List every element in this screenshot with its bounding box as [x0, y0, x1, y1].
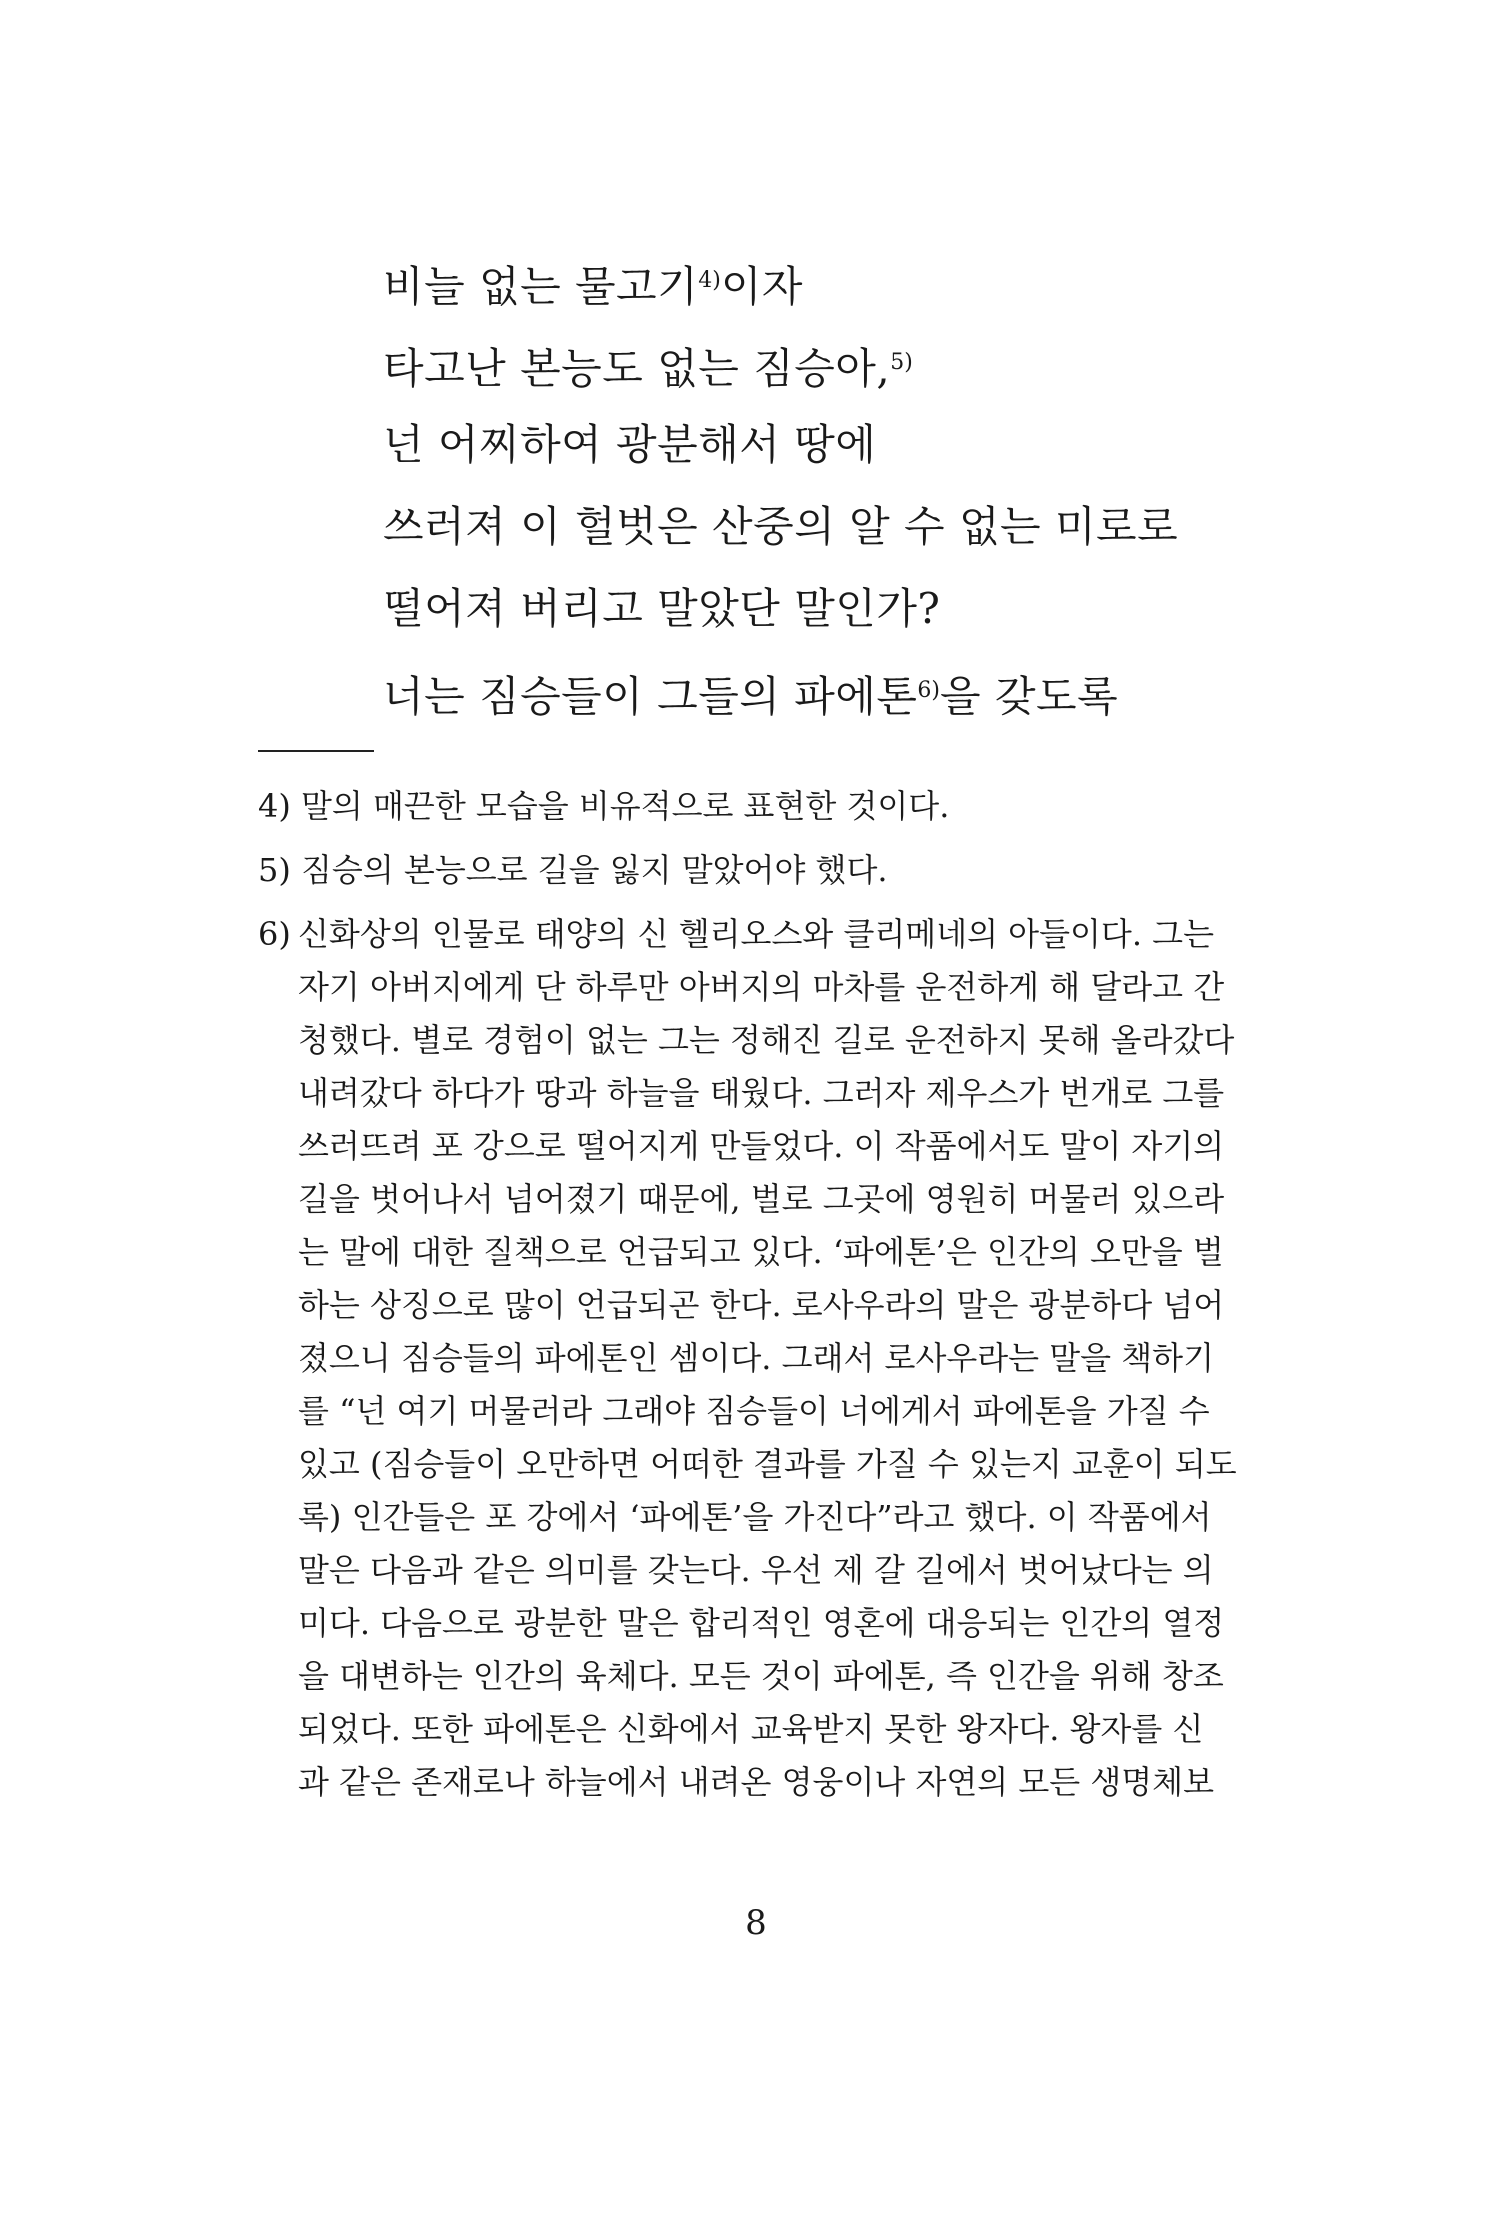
poem-line [383, 568, 1383, 650]
footnote-line: 되었다. 또한 파에톤은 신화에서 교육받지 못한 왕자다. 왕자를 신 [298, 1710, 1204, 1748]
poem-line-text: 타고난 본능도 없는 짐승아, [383, 344, 891, 393]
footnote-ref-6: 6) [917, 678, 941, 703]
footnote-line: 길을 벗어나서 넘어졌기 때문에, 벌로 그곳에 영원히 머물러 있으라 [298, 1180, 1225, 1218]
footnote-line: 과 같은 존재로나 하늘에서 내려온 영웅이나 자연의 모든 생명체보 [298, 1763, 1215, 1801]
footnote-line: 하는 상징으로 많이 언급되곤 한다. 로사우라의 말은 광분하다 넘어 [298, 1286, 1225, 1324]
footnote-line: 록) 인간들은 포 강에서 ‘파에톤’을 가진다”라고 했다. 이 작품에서 [298, 1498, 1212, 1536]
footnote-line: 말은 다음과 같은 의미를 갖는다. 우선 제 갈 길에서 벗어났다는 의 [298, 1551, 1214, 1589]
poem-line-text: 쓰러져 이 헐벗은 산중의 알 수 없는 미로로 [383, 502, 1179, 551]
poem-line [383, 240, 1383, 322]
footnote-ref-5: 5) [890, 350, 913, 375]
footnote-line: 는 말에 대한 질책으로 언급되고 있다. ‘파에톤’은 인간의 오만을 벌 [298, 1233, 1224, 1271]
footnote-line: 를 “넌 여기 머물러라 그래야 짐승들이 너에게서 파에톤을 가질 수 [298, 1392, 1210, 1430]
footnote-line: 청했다. 별로 경험이 없는 그는 정해진 길로 운전하지 못해 올라갔다 [298, 1021, 1235, 1059]
poem-line [383, 322, 1383, 404]
poem-stanza [383, 240, 1383, 732]
poem-line-text-after: 을 갖도록 [940, 672, 1119, 721]
footnote-line: 졌으니 짐승들의 파에톤인 셈이다. 그래서 로사우라는 말을 책하기 [298, 1339, 1215, 1377]
footnote-line: 신화상의 인물로 태양의 신 헬리오스와 클리메네의 아들이다. 그는 [298, 915, 1215, 953]
footnote-5: 5) 짐승의 본능으로 길을 잃지 말았어야 했다. [258, 851, 888, 889]
poem-line-text: 너는 짐승들이 그들의 파에톤 [383, 672, 918, 721]
poem-line [383, 650, 1383, 732]
footnote-separator [258, 750, 374, 752]
footnote-6-number: 6) [258, 915, 291, 953]
poem-line-text: 떨어져 버리고 말았단 말인가? [383, 584, 941, 633]
poem-line-text: 비늘 없는 물고기 [383, 262, 699, 311]
footnote-6 [258, 908, 1237, 1809]
footnote-line: 을 대변하는 인간의 육체다. 모든 것이 파에톤, 즉 인간을 위해 창조 [298, 1657, 1224, 1695]
footnote-ref-4: 4) [698, 268, 721, 293]
poem-line [383, 404, 1383, 486]
footnote-line: 자기 아버지에게 단 하루만 아버지의 마차를 운전하게 해 달라고 간 [298, 968, 1225, 1006]
footnotes [258, 780, 1237, 1809]
poem-line-text: 넌 어찌하여 광분해서 땅에 [383, 420, 877, 469]
poem-line-text-after: 이자 [720, 262, 803, 311]
footnote-4: 4) 말의 매끈한 모습을 비유적으로 표현한 것이다. [258, 787, 950, 825]
footnote-line: 쓰러뜨려 포 강으로 떨어지게 만들었다. 이 작품에서도 말이 자기의 [298, 1127, 1225, 1165]
footnote-line: 미다. 다음으로 광분한 말은 합리적인 영혼에 대응되는 인간의 열정 [298, 1604, 1225, 1642]
page-number: 8 [745, 1903, 767, 1943]
footnote-line: 있고 (짐승들이 오만하면 어떠한 결과를 가질 수 있는지 교훈이 되도 [298, 1445, 1237, 1483]
poem-line [383, 486, 1383, 568]
footnote-line: 내려갔다 하다가 땅과 하늘을 태웠다. 그러자 제우스가 번개로 그를 [298, 1074, 1225, 1112]
